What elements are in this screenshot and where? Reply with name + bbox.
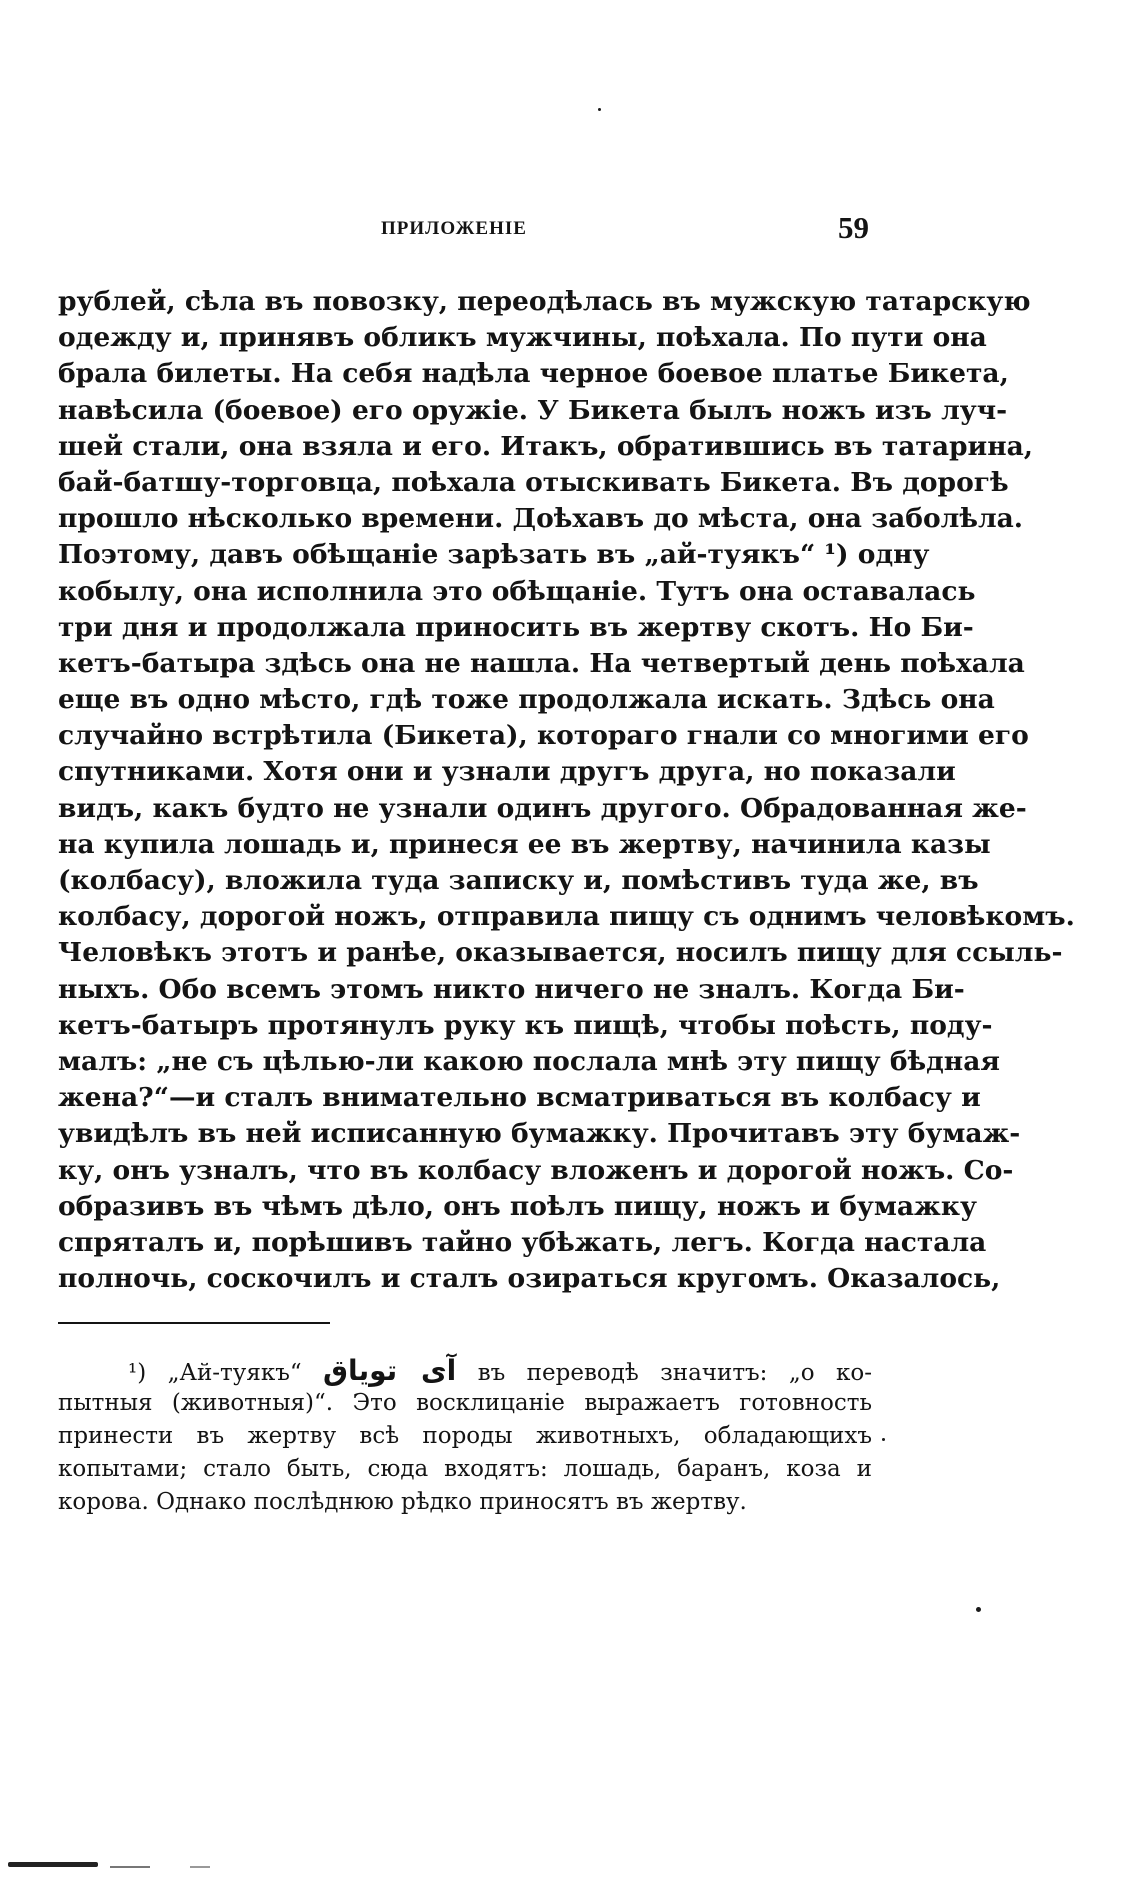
footnote-divider — [58, 1322, 330, 1324]
text-line: рублей, сѣла въ повозку, переодѣлась въ мужскую татарскую — [58, 286, 1031, 317]
text-line: одежду и, принявъ обликъ мужчины, поѣхала. По пути она — [58, 322, 987, 354]
footnote-line: корова. Однако послѣднюю рѣдко приносятъ въ жертву. — [58, 1489, 747, 1515]
text-line: бай-батшу-торговца, поѣхала отыскивать Бикета. Въ дорогѣ — [58, 466, 1009, 498]
footnote-marker: ¹) — [128, 1360, 147, 1386]
text-line: еще въ одно мѣсто, гдѣ тоже продолжала искать. Здѣсь она — [58, 684, 995, 716]
text-line: кобылу, она исполнила это обѣщаніе. Тутъ она оставалась — [58, 575, 976, 607]
footnote-line: копытами; стало быть, сюда входятъ: лошадь, баранъ, коза и — [58, 1456, 872, 1482]
text-line: спутниками. Хотя они и узнали другъ друга, но показали — [58, 756, 956, 788]
body-text — [58, 284, 1075, 1297]
text-line: Человѣкъ этотъ и ранѣе, оказывается, носилъ пищу для ссыль- — [58, 937, 1063, 969]
scan-smudge — [8, 1862, 98, 1867]
scan-smudge — [110, 1866, 150, 1868]
scan-smudge — [190, 1866, 210, 1868]
text-line: кетъ-батыра здѣсь она не нашла. На четвертый день поѣхала — [58, 647, 1025, 679]
text-line: ныхъ. Обо всемъ этомъ никто ничего не зналъ. Когда Би- — [58, 973, 965, 1005]
footnote-term: „Ай-туякъ“ — [167, 1360, 302, 1386]
footnote-text: въ переводѣ значитъ: „о ко- — [477, 1360, 873, 1386]
text-line: на купила лошадь и, принеся ее въ жертву, начинила казы — [58, 828, 991, 860]
text-line: прошло нѣсколько времени. Доѣхавъ до мѣста, она заболѣла. — [58, 503, 1024, 535]
text-line: навѣсила (боевое) его оружіе. У Бикета былъ ножъ изъ луч- — [58, 394, 1008, 426]
text-line: шей стали, она взяла и его. Итакъ, обратившись въ татарина, — [58, 430, 1033, 462]
text-line: увидѣлъ въ ней исписанную бумажку. Прочитавъ эту бумаж- — [58, 1118, 1021, 1150]
text-line: малъ: „не съ цѣлью-ли какою послала мнѣ эту пищу бѣдная — [58, 1045, 1000, 1077]
footnote — [58, 1354, 872, 1519]
page-number: 59 — [838, 210, 869, 245]
text-line: ку, онъ узналъ, что въ колбасу вложенъ и дорогой ножъ. Со- — [58, 1154, 1014, 1186]
text-line: три дня и продолжала приносить въ жертву скотъ. Но Би- — [58, 611, 974, 643]
text-line: кетъ-батыръ протянулъ руку къ пищѣ, чтобы поѣсть, поду- — [58, 1009, 993, 1041]
text-line: колбасу, дорогой ножъ, отправила пищу съ однимъ человѣкомъ. — [58, 901, 1075, 933]
text-line: Поэтому, давъ обѣщаніе зарѣзать въ „ай-туякъ“ ¹) одну — [58, 539, 930, 571]
text-line: брала билеты. На себя надѣла черное боевое платье Бикета, — [58, 358, 1009, 390]
text-line: (колбасу), вложила туда записку и, помѣстивъ туда же, въ — [58, 865, 979, 896]
arabic-term: آی تویاق — [323, 1354, 457, 1387]
text-line: спряталъ и, порѣшивъ тайно убѣжать, легъ. Когда настала — [58, 1226, 987, 1258]
footnote-line: пытныя (животныя)“. Это восклицаніе выражаетъ готовность — [58, 1390, 872, 1416]
footnote-line — [58, 1354, 872, 1387]
text-line: жена?“—и сталъ внимательно всматриваться въ колбасу и — [58, 1082, 981, 1114]
text-line: случайно встрѣтила (Бикета), котораго гнали со многими его — [58, 720, 1029, 752]
running-head: ПРИЛОЖЕНІЕ — [381, 218, 527, 239]
scan-speck — [976, 1607, 981, 1612]
text-line: полночь, соскочилъ и сталъ озираться кругомъ. Оказалось, — [58, 1263, 1001, 1295]
text-line: видъ, какъ будто не узнали одинъ другого. Обрадованная же- — [58, 792, 1027, 824]
scan-speck — [598, 108, 601, 111]
text-line: образивъ въ чѣмъ дѣло, онъ поѣлъ пищу, ножъ и бумажку — [58, 1190, 977, 1222]
footnote-line: принести въ жертву всѣ породы животныхъ, обладающихъ — [58, 1423, 872, 1449]
scan-speck — [882, 1438, 885, 1441]
